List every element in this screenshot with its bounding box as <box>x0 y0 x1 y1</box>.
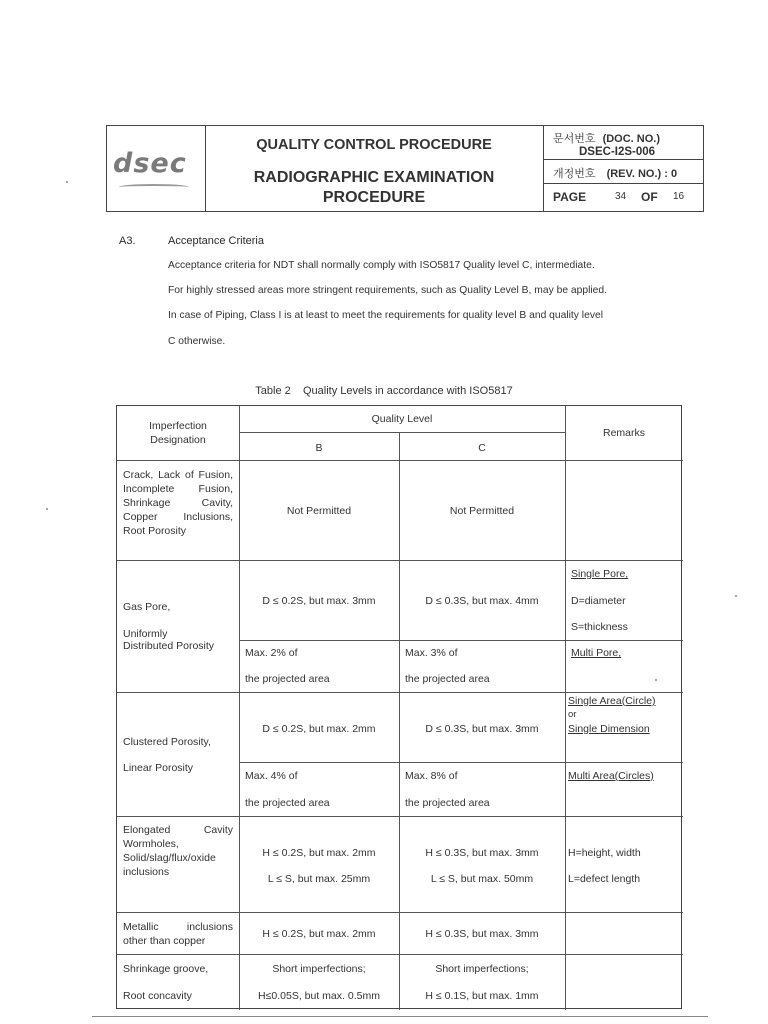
row4-designation: Elongated Cavity Wormholes, Solid/slag/flux/oxide inclusions <box>123 824 233 878</box>
page-bottom-rule <box>92 1016 708 1017</box>
section-title: Acceptance Criteria <box>168 235 264 247</box>
row2-designation-line2: Uniformly <box>123 628 168 640</box>
page-label: PAGE <box>553 190 587 204</box>
header-imperfection-line1: Imperfection <box>149 420 207 432</box>
row3-designation-line2: Linear Porosity <box>123 762 194 774</box>
row2-remark-diameter: D=diameter <box>571 595 626 607</box>
page-total: 16 <box>673 191 685 202</box>
paragraph-line-4: C otherwise. <box>168 336 226 347</box>
row6-level-b-line1: Short imperfections; <box>272 963 366 975</box>
of-label: OF <box>641 190 658 204</box>
row3-remark-or: or <box>568 709 577 720</box>
row1-level-b: Not Permitted <box>286 505 352 517</box>
header-level-c: C <box>478 442 486 454</box>
row4-level-c-height: H ≤ 0.3S, but max. 3mm <box>425 847 539 859</box>
row4-level-b-length: L ≤ S, but max. 25mm <box>267 873 371 885</box>
procedure-title <box>207 168 541 208</box>
header-quality-level: Quality Level <box>371 413 433 425</box>
scan-speck <box>46 508 48 510</box>
row5-designation: Metallic inclusions other than copper <box>123 921 233 947</box>
row6-level-b-line2: H≤0.05S, but max. 0.5mm <box>258 990 380 1002</box>
row3-multi-level-c-line2: the projected area <box>405 797 490 809</box>
row3-multi-level-b-line2: the projected area <box>245 797 330 809</box>
row2-multi-level-c-line2: the projected area <box>405 673 490 685</box>
doc-no-value: DSEC-I2S-006 <box>579 146 656 158</box>
row3-remark-multi-area: Multi Area(Circles) <box>568 770 654 782</box>
row1-level-c: Not Permitted <box>449 505 515 517</box>
procedure-title-line2: PROCEDURE <box>322 189 426 206</box>
doc-no-label: (DOC. NO.) <box>602 133 661 145</box>
document-header <box>106 125 704 212</box>
row3-remark-single-dimension: Single Dimension <box>568 723 650 735</box>
row1-designation: Crack, Lack of Fusion, Incomplete Fusion, Shrinkage Cavity, Copper Inclusions, Root Porosity <box>123 469 233 537</box>
row5-level-c: H ≤ 0.3S, but max. 3mm <box>425 928 539 940</box>
row6-designation-line2: Root concavity <box>123 990 192 1002</box>
row2-single-level-c: D ≤ 0.3S, but max. 4mm <box>425 595 539 607</box>
table-caption: Table 2 Quality Levels in accordance with ISO5817 <box>255 385 513 397</box>
row4-level-b-height: H ≤ 0.2S, but max. 2mm <box>262 847 376 859</box>
scan-speck <box>66 181 68 183</box>
row2-multi-level-b-line1: Max. 2% of <box>245 647 298 659</box>
row3-designation-line1: Clustered Porosity, <box>123 736 211 748</box>
row2-multi-level-b-line2: the projected area <box>245 673 330 685</box>
row3-multi-level-b-line1: Max. 4% of <box>245 770 298 782</box>
row5-level-b: H ≤ 0.2S, but max. 2mm <box>262 928 376 940</box>
row2-remark-single-pore: Single Pore, <box>571 568 629 580</box>
row3-remark-single-area: Single Area(Circle) <box>568 695 656 707</box>
row3-single-level-b: D ≤ 0.2S, but max. 2mm <box>262 723 376 735</box>
company-logo: dsec <box>113 148 187 179</box>
row6-level-c-line2: H ≤ 0.1S, but max. 1mm <box>425 990 539 1002</box>
paragraph-line-2: For highly stressed areas more stringent requirements, such as Quality Level B, may be applied. <box>168 285 607 296</box>
header-imperfection-line2: Designation <box>150 434 206 446</box>
row4-remark-length: L=defect length <box>568 873 641 885</box>
logo-swoosh <box>119 184 189 190</box>
row2-single-level-b: D ≤ 0.2S, but max. 3mm <box>262 595 376 607</box>
header-remarks: Remarks <box>602 427 645 439</box>
paragraph-line-1: Acceptance criteria for NDT shall normally comply with ISO5817 Quality level C, intermediate. <box>168 260 595 271</box>
row2-designation-line1: Gas Pore, <box>123 601 171 613</box>
row4-remark-height: H=height, width <box>568 847 641 859</box>
page-number: 34 <box>615 191 627 202</box>
row6-designation-line1: Shrinkage groove, <box>123 963 209 975</box>
procedure-category-title: QUALITY CONTROL PROCEDURE <box>256 137 492 153</box>
row4-level-c-length: L ≤ S, but max. 50mm <box>430 873 534 885</box>
header-imperfection-designation <box>117 419 239 447</box>
doc-no-korean-label: 문서번호 <box>553 133 596 145</box>
row6-level-c-line1: Short imperfections; <box>435 963 529 975</box>
scan-speck <box>655 679 657 681</box>
row3-single-level-c: D ≤ 0.3S, but max. 3mm <box>425 723 539 735</box>
rev-no-korean-label: 개정번호 <box>553 168 596 180</box>
scan-speck <box>735 595 737 597</box>
section-number: A3. <box>119 235 136 247</box>
row2-remark-multi-pore: Multi Pore, <box>571 647 622 659</box>
quality-levels-table <box>116 405 682 1009</box>
procedure-title-line1: RADIOGRAPHIC EXAMINATION <box>253 169 495 186</box>
header-level-b: B <box>315 442 323 454</box>
row3-multi-level-c-line1: Max. 8% of <box>405 770 458 782</box>
row2-designation-line3: Distributed Porosity <box>123 640 215 652</box>
rev-no-label: (REV. NO.) : 0 <box>606 168 678 180</box>
row2-remark-thickness: S=thickness <box>571 621 628 633</box>
row2-multi-level-c-line1: Max. 3% of <box>405 647 458 659</box>
paragraph-line-3: In case of Piping, Class I is at least to meet the requirements for quality level B and quality level <box>168 310 603 321</box>
